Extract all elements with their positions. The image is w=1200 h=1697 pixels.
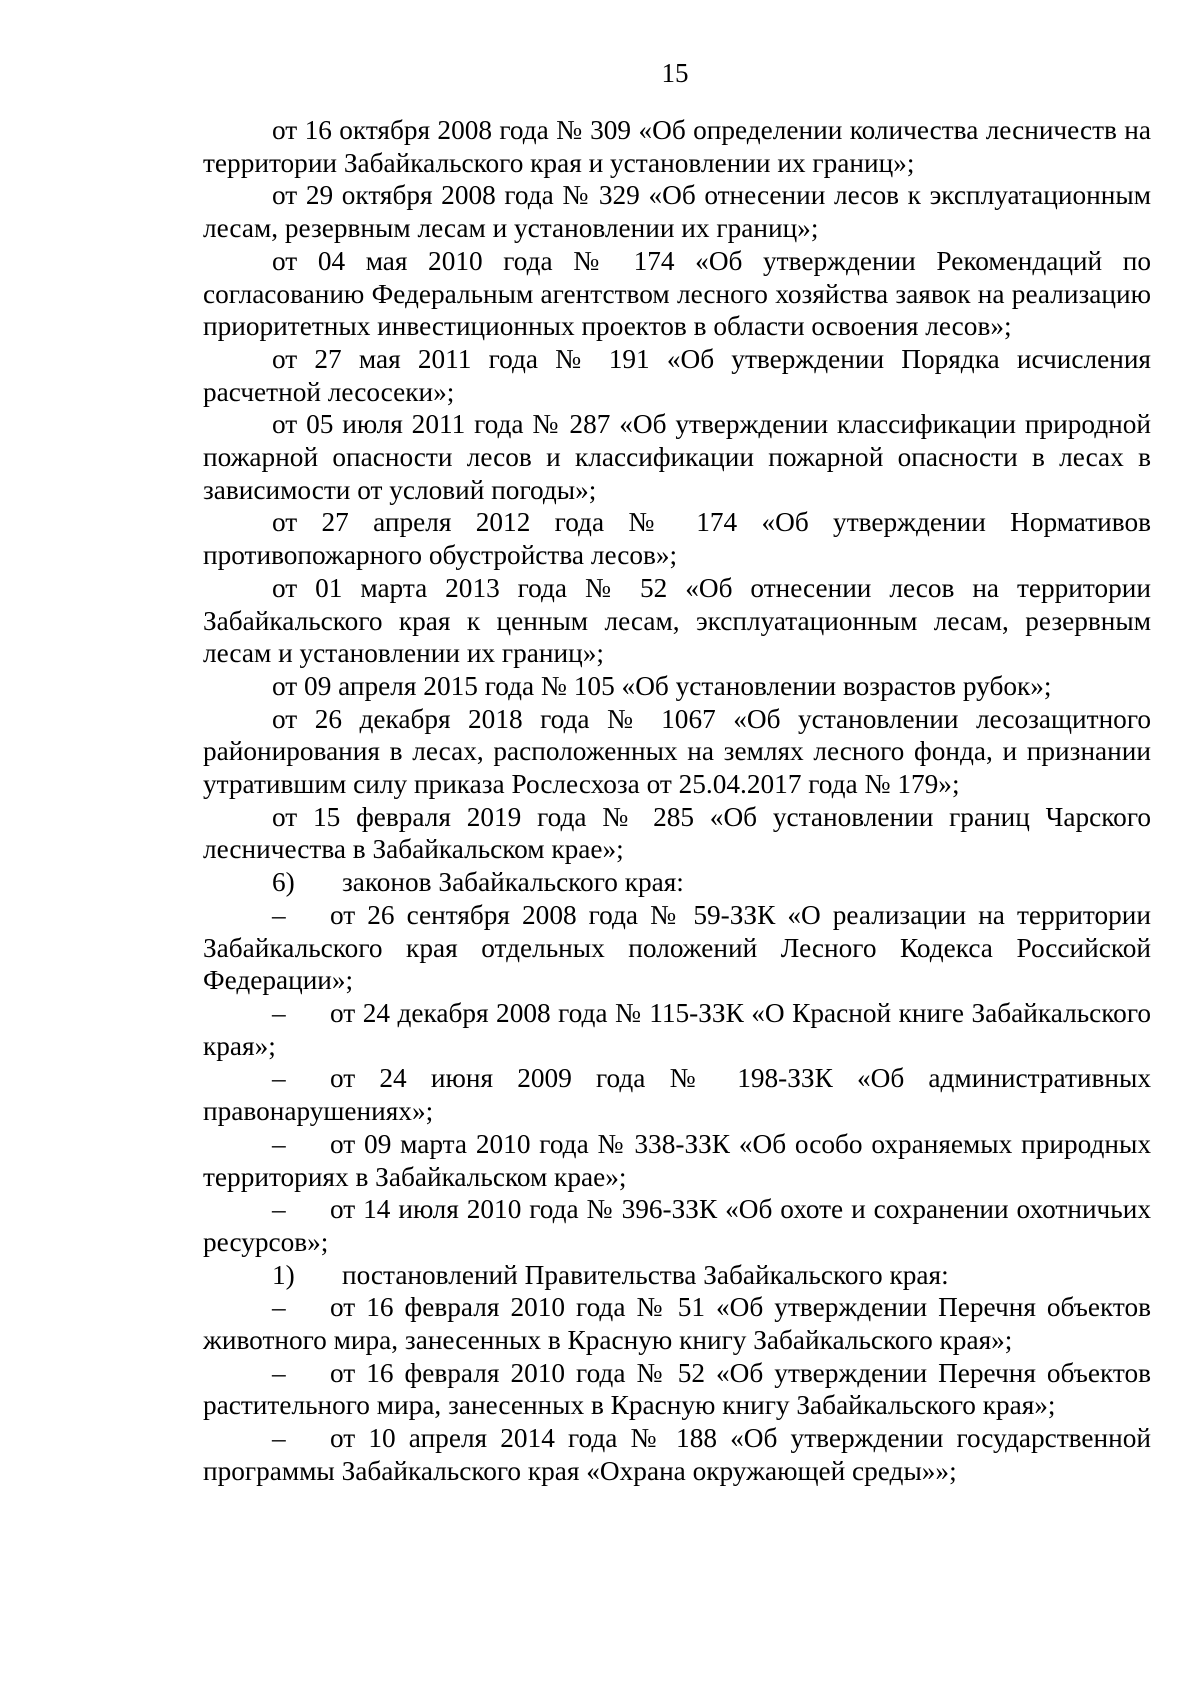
page-number: 15 — [661, 58, 689, 88]
item-text: от 24 декабря 2008 года № 115-ЗЗК «О Красной книге Забайкальского края»; — [203, 997, 1151, 1061]
section-heading — [203, 866, 1151, 899]
item-text: от 14 июля 2010 года № 396-ЗЗК «Об охоте и сохранении охотничьих ресурсов»; — [203, 1194, 1151, 1257]
item-text: от 29 октября 2008 года № 329 «Об отнесении лесов к эксплуатационным лесам, резервным лесам и установлении их границ»; — [203, 180, 1151, 244]
list-item — [203, 801, 1151, 866]
item-text: от 26 сентября 2008 года № 59-ЗЗК «О реализации на территории Забайкальского края отдельных положений Лесного Кодекса Российской Федерации»; — [203, 899, 1151, 996]
list-item — [203, 997, 1151, 1062]
list-item — [203, 114, 1151, 179]
list-item — [203, 343, 1151, 408]
list-item — [203, 179, 1151, 244]
list-item — [203, 1062, 1151, 1127]
item-text: от 16 февраля 2010 года № 52 «Об утверждении Перечня объектов растительного мира, занесенных в Красную книгу Забайкальского края»; — [203, 1357, 1151, 1421]
section-heading — [203, 1259, 1151, 1292]
list-item — [203, 572, 1151, 670]
list-item — [203, 1291, 1151, 1356]
list-marker: 6) — [272, 867, 295, 898]
list-item — [203, 1193, 1151, 1258]
list-item — [203, 703, 1151, 801]
list-item — [203, 670, 1151, 703]
item-text: законов Забайкальского края: — [342, 867, 684, 898]
item-text: постановлений Правительства Забайкальского края: — [342, 1259, 949, 1290]
list-item — [203, 245, 1151, 343]
item-text: от 09 марта 2010 года № 338-ЗЗК «Об особо охраняемых природных территориях в Забайкальском крае»; — [203, 1128, 1151, 1192]
item-text: от 05 июля 2011 года № 287 «Об утверждении классификации природной пожарной опасности лесов и классификации пожарной опасности в лесах в зависимости от условий погоды»; — [203, 409, 1151, 505]
item-text: от 27 мая 2011 года № 191 «Об утверждении Порядка исчисления расчетной лесосеки»; — [203, 343, 1151, 407]
dash-marker: – — [272, 1194, 286, 1225]
list-item — [203, 408, 1151, 506]
item-text: от 16 октября 2008 года № 309 «Об определении количества лесничеств на территории Забайкальского края и установлении их границ»; — [203, 115, 1151, 178]
item-text: от 24 июня 2009 года № 198-ЗЗК «Об административных правонарушениях»; — [203, 1063, 1151, 1127]
dash-marker: – — [272, 899, 286, 930]
list-item — [203, 506, 1151, 571]
item-text: от 26 декабря 2018 года № 1067 «Об установлении лесозащитного районирования в лесах, расположенных на землях лесного фонда, и признании утратившим силу приказа Рослесхоза от 25.04.2017 года № 179»; — [203, 703, 1151, 800]
list-item — [203, 1357, 1151, 1422]
dash-marker: – — [272, 1292, 286, 1323]
item-text: от 15 февраля 2019 года № 285 «Об установлении границ Чарского лесничества в Забайкальском крае»; — [203, 801, 1151, 865]
list-item — [203, 899, 1151, 997]
item-text: от 16 февраля 2010 года № 51 «Об утверждении Перечня объектов животного мира, занесенных в Красную книгу Забайкальского края»; — [203, 1292, 1151, 1356]
dash-marker: – — [272, 1423, 286, 1454]
item-text: от 01 марта 2013 года № 52 «Об отнесении лесов на территории Забайкальского края к ценным лесам, эксплуатационным лесам, резервным лесам и установлении их границ»; — [203, 572, 1151, 669]
dash-marker: – — [272, 1063, 286, 1094]
list-item — [203, 1128, 1151, 1193]
dash-marker: – — [272, 1128, 286, 1159]
list-marker: 1) — [272, 1259, 295, 1290]
document-body — [203, 114, 1151, 1488]
item-text: от 09 апреля 2015 года № 105 «Об установлении возрастов рубок»; — [272, 670, 1052, 701]
item-text: от 27 апреля 2012 года № 174 «Об утверждении Нормативов противопожарного обустройства лесов»; — [203, 507, 1151, 571]
item-text: от 10 апреля 2014 года № 188 «Об утверждении государственной программы Забайкальского края «Охрана окружающей среды»»; — [203, 1423, 1151, 1486]
dash-marker: – — [272, 1357, 286, 1388]
item-text: от 04 мая 2010 года № 174 «Об утверждении Рекомендаций по согласованию Федеральным агентством лесного хозяйства заявок на реализацию приоритетных инвестиционных проектов в области освоения лесов»; — [203, 245, 1151, 342]
dash-marker: – — [272, 997, 286, 1028]
list-item — [203, 1422, 1151, 1487]
